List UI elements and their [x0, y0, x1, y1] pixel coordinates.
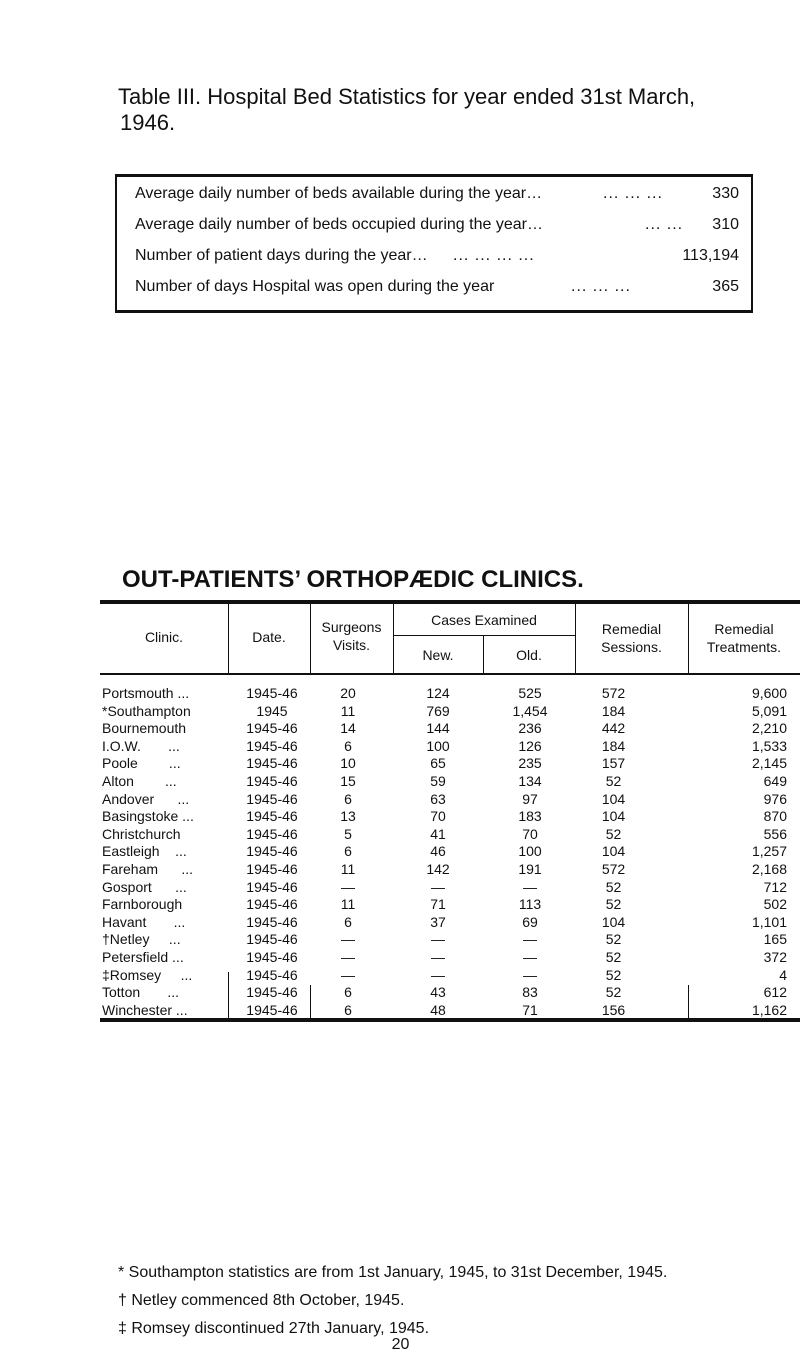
cell-new: 43 — [430, 984, 446, 1001]
cell-surgeons-visits: 10 — [340, 755, 356, 772]
cell-old: 69 — [522, 913, 538, 930]
table-row — [100, 772, 800, 790]
cell-old: — — [523, 949, 537, 965]
cell-old: 134 — [518, 773, 542, 789]
cell-clinic: Gosport ... — [102, 878, 187, 895]
cell-remedial-treatments: 556 — [763, 825, 787, 842]
table-row — [100, 948, 800, 966]
cell-clinic: Bournemouth — [102, 720, 187, 737]
cell-remedial-sessions: 52 — [605, 773, 622, 789]
cell-date: 1945 — [256, 702, 288, 719]
cell-clinic: Fareham ... — [102, 861, 194, 877]
cell-remedial-sessions: 156 — [601, 1001, 626, 1018]
cell-clinic: Portsmouth ... — [102, 685, 190, 701]
cell-remedial-sessions: 442 — [601, 720, 626, 737]
cell-clinic: ‡Romsey ... — [102, 966, 193, 983]
table-row — [100, 1001, 800, 1019]
cell-remedial-treatments: 2,210 — [751, 720, 787, 737]
header-remedial-treatments-line1: Remedial — [714, 621, 774, 637]
cell-new: — — [431, 966, 445, 983]
header-bottom-rule — [100, 673, 800, 675]
cell-new: 769 — [426, 702, 450, 719]
cell-old: 71 — [522, 1001, 538, 1018]
cell-date: 1945-46 — [246, 808, 298, 825]
header-remedial-treatments — [688, 620, 800, 656]
cell-remedial-sessions: 52 — [605, 966, 622, 983]
cell-remedial-sessions: 104 — [601, 843, 626, 860]
cell-clinic: †Netley ... — [102, 931, 181, 948]
cell-surgeons-visits: 6 — [344, 737, 352, 754]
cell-clinic: Totton ... — [102, 984, 180, 1001]
cell-date: 1945-46 — [246, 931, 298, 948]
header-date: Date. — [252, 629, 286, 645]
table-title — [118, 84, 768, 136]
cell-date: 1945-46 — [246, 825, 298, 842]
cell-remedial-treatments: 2,145 — [751, 755, 787, 772]
table-row — [100, 684, 800, 702]
cell-new: 100 — [426, 737, 450, 754]
cell-old: — — [523, 966, 537, 983]
cell-remedial-sessions: 52 — [605, 931, 622, 948]
table-row — [100, 983, 800, 1001]
bed-statistics-box — [115, 174, 753, 313]
cell-remedial-treatments: 2,168 — [751, 861, 787, 877]
cell-surgeons-visits: 6 — [344, 913, 352, 930]
header-cases-examined: Cases Examined — [431, 612, 537, 628]
cell-surgeons-visits: 5 — [344, 825, 352, 842]
bed-stat-row — [135, 213, 739, 237]
header-clinic: Clinic. — [144, 629, 184, 645]
cell-remedial-sessions: 184 — [601, 702, 626, 719]
header-surgeons — [310, 618, 393, 654]
cell-new: 37 — [430, 913, 446, 930]
cell-remedial-treatments: 612 — [763, 984, 787, 1001]
cell-surgeons-visits: — — [341, 949, 355, 965]
cell-clinic: Poole ... — [102, 755, 181, 772]
cell-remedial-treatments: 9,600 — [751, 685, 787, 701]
table-top-rule — [100, 600, 800, 604]
cell-remedial-sessions: 104 — [601, 913, 626, 930]
cell-date: 1945-46 — [246, 984, 298, 1001]
cell-remedial-treatments: 1,162 — [751, 1001, 787, 1018]
cell-date: 1945-46 — [246, 966, 298, 983]
table-row — [100, 719, 800, 737]
bed-stat-value: 310 — [712, 216, 739, 233]
cell-remedial-sessions: 572 — [601, 685, 626, 701]
header-remedial-sessions-line1: Remedial — [601, 621, 662, 637]
cell-date: 1945-46 — [246, 685, 298, 701]
footnote-romsey: ‡ Romsey discontinued 27th January, 1945. — [118, 1320, 430, 1337]
cell-clinic: Andover ... — [102, 790, 190, 807]
cell-surgeons-visits: 20 — [340, 685, 356, 701]
cell-new: 63 — [430, 790, 446, 807]
cell-clinic: *Southampton — [102, 702, 191, 719]
table-row — [100, 966, 800, 984]
cell-remedial-treatments: 712 — [763, 878, 787, 895]
cell-remedial-sessions: 104 — [601, 808, 626, 825]
bed-stat-label: Average daily number of beds available during the year… — [135, 185, 543, 202]
header-new: New. — [422, 647, 454, 663]
page-number: 20 — [391, 1336, 410, 1353]
cell-remedial-treatments: 372 — [763, 949, 787, 965]
cell-clinic: Havant ... — [102, 913, 186, 930]
table-row — [100, 790, 800, 808]
cell-date: 1945-46 — [246, 913, 298, 930]
table-row — [100, 895, 800, 913]
table-title-line1: Table III. Hospital Bed Statistics for year ended 31st March, — [118, 84, 696, 109]
cell-date: 1945-46 — [246, 737, 298, 754]
cell-date: 1945-46 — [246, 755, 298, 772]
cell-clinic: Farnborough — [102, 896, 183, 913]
table-row — [100, 825, 800, 843]
cell-clinic: I.O.W. ... — [102, 737, 180, 754]
cell-surgeons-visits: 13 — [340, 808, 356, 825]
cell-remedial-treatments: 976 — [763, 790, 787, 807]
cell-old: 191 — [518, 861, 542, 877]
table-row — [100, 860, 800, 878]
cell-remedial-sessions: 184 — [601, 737, 626, 754]
clinics-heading: OUT-PATIENTS’ ORTHOPÆDIC CLINICS. — [122, 566, 584, 593]
cell-date: 1945-46 — [246, 773, 298, 789]
cell-old: 100 — [518, 843, 542, 860]
cell-old: 113 — [518, 896, 542, 913]
cell-new: 46 — [430, 843, 446, 860]
cell-new: — — [431, 949, 445, 965]
cell-date: 1945-46 — [246, 843, 298, 860]
bed-stat-row — [135, 244, 739, 268]
cell-remedial-sessions: 52 — [605, 949, 622, 965]
bed-stat-leader: ... ... ... ... — [453, 247, 535, 264]
cell-new: 59 — [430, 773, 446, 789]
cell-remedial-treatments: 502 — [763, 896, 787, 913]
table-row — [100, 878, 800, 896]
cell-remedial-treatments: 165 — [763, 931, 787, 948]
cell-clinic: Alton ... — [102, 773, 177, 789]
table-row — [100, 930, 800, 948]
cell-date: 1945-46 — [246, 1001, 298, 1018]
cell-remedial-sessions: 157 — [601, 755, 626, 772]
table-row — [100, 807, 800, 825]
cell-surgeons-visits: 14 — [340, 720, 356, 737]
cell-surgeons-visits: 6 — [344, 843, 352, 860]
cell-new: 144 — [426, 720, 450, 737]
footnote-netley: † Netley commenced 8th October, 1945. — [118, 1292, 405, 1309]
cell-clinic: Petersfield ... — [102, 949, 184, 965]
bed-stat-leader: ... ... ... — [603, 185, 663, 202]
cell-date: 1945-46 — [246, 949, 298, 965]
cell-remedial-sessions: 52 — [605, 984, 622, 1001]
table-title-line2: 1946. — [120, 110, 176, 135]
cell-new: 41 — [430, 825, 446, 842]
cell-old: 235 — [518, 755, 542, 772]
footnote-southampton: * Southampton statistics are from 1st January, 1945, to 31st December, 1945. — [118, 1264, 668, 1281]
cell-remedial-sessions: 52 — [605, 878, 622, 895]
bed-stat-label: Number of days Hospital was open during the year — [135, 278, 495, 295]
cell-new: — — [431, 931, 445, 948]
cell-new: 142 — [426, 861, 450, 877]
bed-stat-leader: ... ... — [645, 216, 684, 233]
cell-clinic: Winchester ... — [102, 1001, 188, 1018]
bed-stat-row — [135, 275, 739, 299]
bed-stat-value: 330 — [712, 185, 739, 202]
cell-old: 236 — [518, 720, 542, 737]
cell-surgeons-visits: 11 — [340, 702, 356, 719]
cell-remedial-treatments: 5,091 — [751, 702, 787, 719]
cell-clinic: Christchurch — [102, 825, 181, 842]
cell-new: 71 — [430, 896, 446, 913]
header-remedial-treatments-line2: Treatments. — [706, 639, 782, 655]
cell-new: — — [431, 878, 445, 895]
cell-date: 1945-46 — [246, 790, 298, 807]
cell-surgeons-visits: — — [341, 966, 355, 983]
table-row — [100, 702, 800, 720]
header-remedial-sessions-line2: Sessions. — [601, 639, 662, 655]
header-surgeons-line1: Surgeons — [321, 619, 382, 635]
table-row — [100, 842, 800, 860]
cell-date: 1945-46 — [246, 896, 298, 913]
cell-remedial-sessions: 572 — [601, 861, 626, 877]
cell-old: 97 — [522, 790, 538, 807]
cell-remedial-treatments: 1,101 — [751, 913, 787, 930]
cell-new: 65 — [430, 755, 446, 772]
cell-new: 70 — [430, 808, 446, 825]
cell-surgeons-visits: 15 — [340, 773, 356, 789]
bed-stat-label: Number of patient days during the year… — [135, 247, 428, 264]
cell-old: — — [523, 878, 537, 895]
cell-old: 126 — [518, 737, 542, 754]
header-remedial-sessions — [575, 620, 688, 656]
orthopaedic-clinics-table — [100, 600, 800, 1330]
cell-clinic: Basingstoke ... — [102, 808, 194, 825]
cell-remedial-sessions: 104 — [601, 790, 626, 807]
cell-surgeons-visits: 6 — [344, 790, 352, 807]
cell-old: 1,454 — [512, 702, 548, 719]
cell-new: 124 — [426, 685, 450, 701]
cell-surgeons-visits: 6 — [344, 1001, 352, 1018]
table-row — [100, 913, 800, 931]
cell-remedial-treatments: 4 — [779, 966, 787, 983]
cell-old: 83 — [522, 984, 538, 1001]
cell-surgeons-visits: 11 — [340, 861, 356, 877]
cell-new: 48 — [430, 1001, 446, 1018]
table-row — [100, 737, 800, 755]
bed-stat-leader: ... ... ... — [571, 278, 631, 295]
cell-remedial-treatments: 649 — [763, 773, 787, 789]
cell-date: 1945-46 — [246, 878, 298, 895]
cell-date: 1945-46 — [246, 861, 298, 877]
cell-clinic: Eastleigh ... — [102, 843, 187, 860]
cell-surgeons-visits: 11 — [340, 896, 356, 913]
table-row — [100, 754, 800, 772]
bed-stat-label: Average daily number of beds occupied during the year… — [135, 216, 543, 233]
cases-subheader-rule — [393, 635, 575, 636]
cell-old: 525 — [518, 685, 542, 701]
cell-old: — — [523, 931, 537, 948]
cell-old: 70 — [522, 825, 538, 842]
cell-remedial-sessions: 52 — [605, 896, 622, 913]
cell-surgeons-visits: 6 — [344, 984, 352, 1001]
header-old: Old. — [516, 647, 542, 663]
bed-stat-value: 365 — [712, 278, 739, 295]
cell-remedial-treatments: 1,257 — [751, 843, 787, 860]
bed-stat-value: 113,194 — [682, 247, 739, 264]
cell-remedial-treatments: 870 — [763, 808, 787, 825]
cell-surgeons-visits: — — [341, 878, 355, 895]
cell-surgeons-visits: — — [341, 931, 355, 948]
cell-remedial-treatments: 1,533 — [751, 737, 787, 754]
header-surgeons-line2: Visits. — [332, 637, 371, 653]
cell-date: 1945-46 — [246, 720, 298, 737]
cell-old: 183 — [518, 808, 542, 825]
bed-stat-row — [135, 182, 739, 206]
cell-remedial-sessions: 52 — [605, 825, 622, 842]
